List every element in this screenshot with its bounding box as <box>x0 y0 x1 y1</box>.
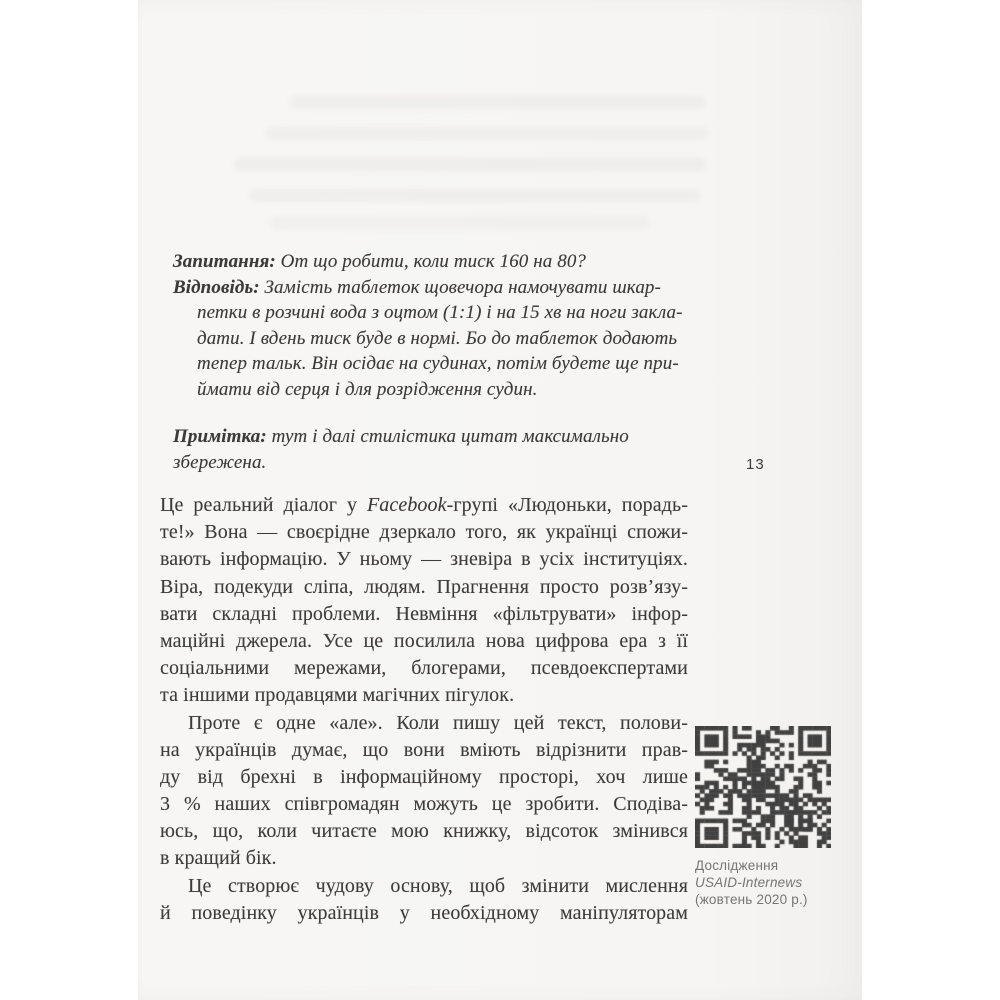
bleedthrough-line <box>270 216 650 229</box>
body-line: Це реальний діалог у Facebook-групі «Людоньки, порадь- <box>160 494 688 516</box>
quote-line: петки в розчині вода з оцтом (1:1) і на 15 хв на ноги закла- <box>197 302 683 324</box>
body-line: юсь, що, коли читаєте мою книжку, відсоток змінився <box>160 820 688 843</box>
body-line: в кращий бік. <box>160 847 277 870</box>
body-line: те!» Вона — своєрідне дзеркало того, як українці спожи- <box>160 521 688 544</box>
body-line: Віра, подекуди сліпа, людям. Прагнення просто розв’язу- <box>160 575 688 598</box>
body-line: й поведінку українців у необхідному маніпуляторам <box>160 901 688 924</box>
qr-caption-line: USAID-Internews <box>695 875 803 890</box>
bleedthrough-line <box>266 127 708 140</box>
book-page <box>138 0 862 1000</box>
qr-caption <box>695 857 845 908</box>
body-line: вають інформацію. У ньому — зневіра в усіх інституціях. <box>160 548 688 571</box>
bleedthrough-line <box>290 96 706 109</box>
note-line: збережена. <box>173 451 267 473</box>
qr-caption-line: Дослідження <box>695 858 779 873</box>
quote-line: дати. І вдень тиск буде в нормі. Бо до таблеток додають <box>197 327 678 349</box>
body-line: та іншими продавцями магічних пігулок. <box>160 684 515 707</box>
body-line: на українців думає, що вони вміють відрізнити прав- <box>160 738 688 761</box>
note-block <box>173 424 693 475</box>
quote-line: Відповідь: Замість таблеток щовечора намочувати шкар- <box>173 276 661 298</box>
note-line: Примітка: тут і далі стилістика цитат максимально <box>173 426 629 447</box>
body-line: соціальними мережами, блогерами, псевдоекспертами <box>160 657 688 680</box>
quote-line: тепер тальк. Він осідає на судинах, потім будете ще при- <box>197 353 679 375</box>
body-line: вати складні проблеми. Невміння «фільтрувати» інфор- <box>160 602 688 625</box>
body-line: Це створює чудову основу, щоб змінити мислення <box>188 874 688 897</box>
quote-block <box>173 249 693 403</box>
qr-caption-line: (жовтень 2020 р.) <box>695 892 808 907</box>
qr-code-icon <box>695 726 831 848</box>
body-text <box>160 492 688 927</box>
qr-block <box>695 726 845 908</box>
bleedthrough-text <box>138 0 862 260</box>
bleedthrough-line <box>234 158 706 171</box>
quote-line: Запитання: От що робити, коли тиск 160 на 80? <box>173 251 587 272</box>
body-line: маційні джерела. Усе це посилила нова цифрова ера з її <box>160 629 688 652</box>
bleedthrough-line <box>250 189 700 202</box>
body-line: ду від брехні в інформаційному просторі, хоч лише <box>160 765 688 788</box>
quote-line: ймати від серця і для розрідження судин. <box>197 378 538 400</box>
body-line: 3 % наших співгромадян можуть це зробити. Сподіва- <box>160 793 688 816</box>
body-line: Проте є одне «але». Коли пишу цей текст, полови- <box>188 711 688 734</box>
page-number: 13 <box>746 456 765 473</box>
